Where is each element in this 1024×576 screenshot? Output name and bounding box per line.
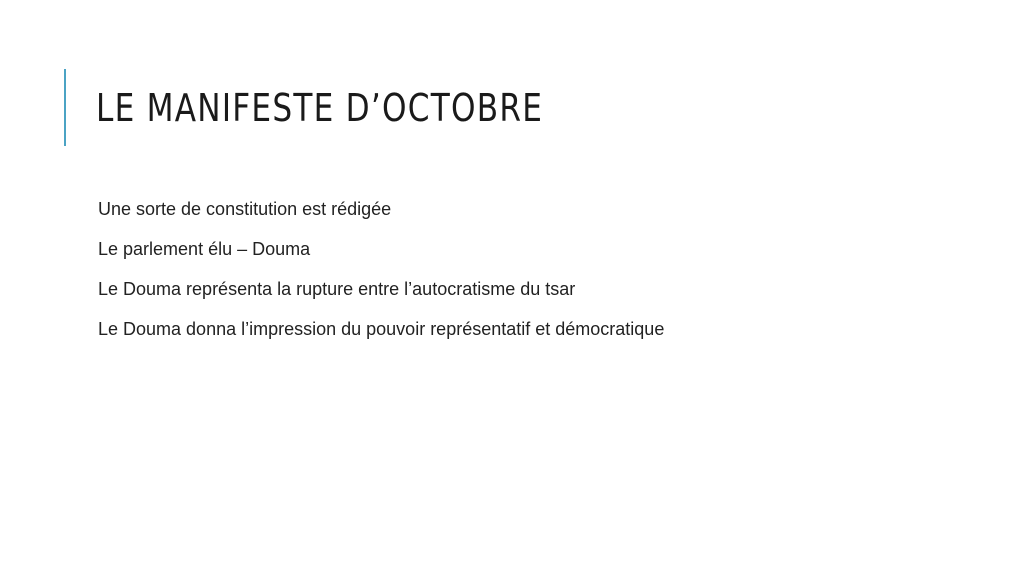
bullet-item: Le parlement élu – Douma xyxy=(98,239,311,259)
title-accent-bar xyxy=(64,69,66,146)
bullet-item: Une sorte de constitution est rédigée xyxy=(98,199,392,219)
bullet-item: Le Douma représenta la rupture entre l’autocratisme du tsar xyxy=(98,279,576,299)
bullet-item: Le Douma donna l’impression du pouvoir représentatif et démocratique xyxy=(98,319,665,339)
bullet-list xyxy=(98,196,664,356)
slide-title: LE MANIFESTE D’OCTOBRE xyxy=(96,86,544,130)
